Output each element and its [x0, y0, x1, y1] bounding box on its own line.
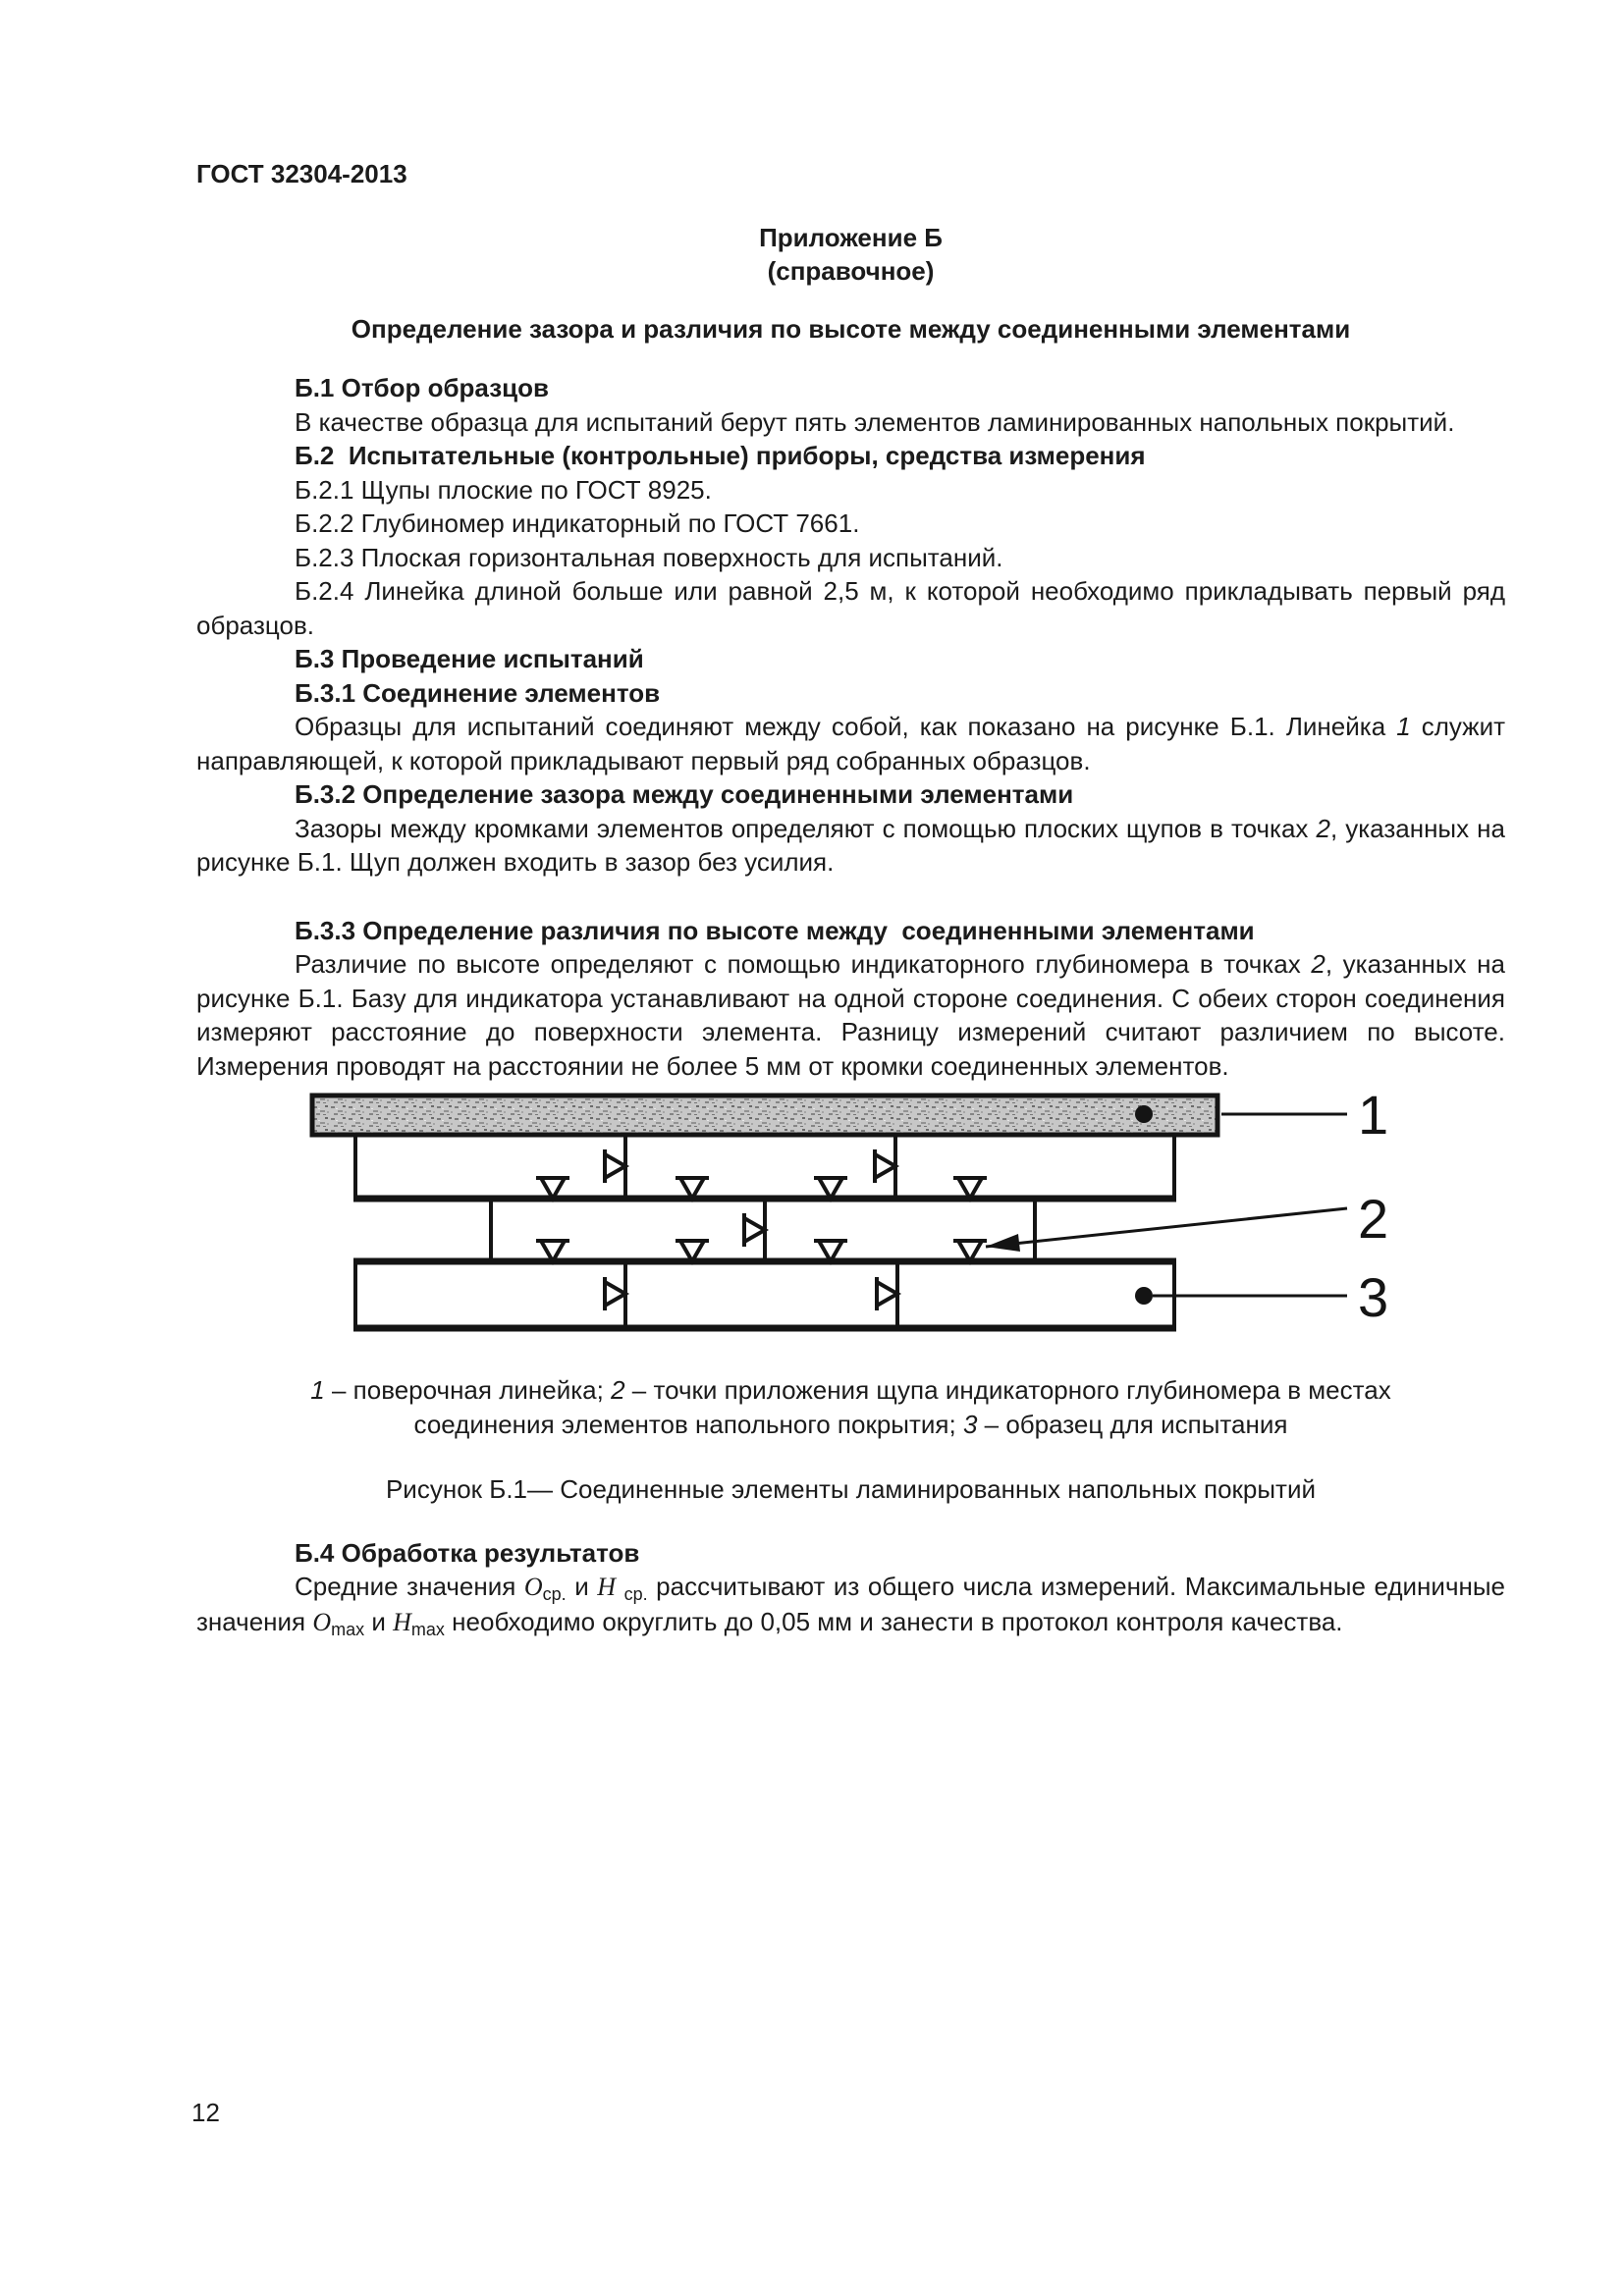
section-b1-title: Б.1 Отбор образцов — [295, 373, 549, 402]
legend-text: – поверочная линейка; — [324, 1375, 612, 1405]
b4-sub-avg: ср. — [623, 1584, 648, 1604]
section-b33-text — [196, 947, 1505, 1083]
b4-text-part: рассчитывают из общего числа измерений. Максимальные единичные значения — [196, 1572, 1505, 1636]
item-b2-4: Б.2.4 Линейка длиной больше или равной 2,5 м, к которой необходимо прикладывать первый ряд образцов. — [196, 576, 1505, 640]
b33-ref-number: 2 — [1311, 949, 1325, 979]
b32-text-part: Зазоры между кромками элементов определяют с помощью плоских щупов в точках — [295, 813, 1317, 843]
b4-var-H-avg: Н — [597, 1573, 617, 1601]
page-number: 12 — [191, 2098, 220, 2127]
section-b31-title: Б.3.1 Соединение элементов — [295, 677, 661, 708]
section-b3-title: Б.3 Проведение испытаний — [295, 644, 644, 673]
b31-text-part: служит направляющей, к которой прикладывают первый ряд собранных образцов. — [196, 712, 1505, 775]
figure-legend — [272, 1373, 1431, 1441]
b32-text-part: , указанных на рисунке Б.1. Щуп должен входить в зазор без усилия. — [196, 813, 1505, 877]
sample-dot — [1135, 1287, 1153, 1305]
item-b2-2: Б.2.2 Глубиномер индикаторный по ГОСТ 7661. — [295, 508, 860, 538]
section-b4-title: Б.4 Обработка результатов — [295, 1537, 640, 1568]
measurement-point-icon — [744, 1213, 765, 1247]
measurement-point-icon — [875, 1149, 895, 1183]
measurement-point-icon — [877, 1277, 897, 1310]
legend-ref-2: 2 — [611, 1375, 625, 1405]
b4-sub-max: max — [410, 1619, 445, 1639]
plank-row-3 — [353, 1261, 1176, 1328]
b31-text-part: Образцы для испытаний соединяют между собой, как показано на рисунке Б.1. Линейка — [295, 712, 1397, 741]
appendix-title: Приложение Б — [759, 222, 943, 252]
label-2-leader-arrow — [986, 1208, 1347, 1252]
b4-text-part: и — [566, 1572, 598, 1601]
b4-var-O-max: О — [312, 1607, 332, 1636]
figure-label-1: 1 — [1358, 1093, 1389, 1146]
ruler-bar — [312, 1095, 1217, 1135]
appendix-subtitle: (справочное) — [767, 256, 935, 286]
legend-text: – образец для испытания — [977, 1409, 1288, 1439]
b4-var-O-avg: О — [523, 1573, 543, 1601]
ruler-dot — [1135, 1105, 1153, 1123]
b33-text-part: Различие по высоте определяют с помощью индикаторного глубиномера в точках — [295, 949, 1312, 979]
b4-sub-avg: ср. — [542, 1584, 567, 1604]
b4-text-part: и — [364, 1606, 394, 1636]
section-b4-text — [196, 1570, 1505, 1639]
figure-label-3: 3 — [1358, 1266, 1389, 1328]
section-b32-text — [196, 812, 1505, 880]
b4-var-H-max: Н — [393, 1607, 411, 1636]
b4-text-part: необходимо округлить до 0,05 мм и занести в протокол контроля качества. — [444, 1606, 1343, 1636]
b31-ref-number: 1 — [1396, 712, 1411, 741]
item-b2-3: Б.2.3 Плоская горизонтальная поверхность для испытаний. — [295, 542, 1003, 572]
b4-text-part: Средние значения — [295, 1572, 524, 1601]
plank-row-1 — [353, 1135, 1176, 1199]
section-b32-title: Б.3.2 Определение зазора между соединенными элементами — [295, 779, 1074, 809]
figure-caption: Рисунок Б.1— Соединенные элементы ламинированных напольных покрытий — [385, 1474, 1317, 1504]
measurement-point-icon — [605, 1277, 625, 1310]
legend-ref-1: 1 — [310, 1375, 325, 1405]
b32-ref-number: 2 — [1316, 813, 1330, 843]
legend-text: – точки приложения щупа индикаторного глубиномера в местах соединения элементов напольного покрытия; — [413, 1375, 1391, 1439]
section-b31-text — [196, 710, 1505, 777]
page-title: Определение зазора и различия по высоте между соединенными элементами — [351, 313, 1351, 344]
b4-sub-max: max — [331, 1619, 365, 1639]
item-b2-1: Б.2.1 Щупы плоские по ГОСТ 8925. — [295, 474, 712, 505]
section-b2-title: Б.2 Испытательные (контрольные) приборы, средства измерения — [295, 441, 1146, 470]
measurement-point-icon — [605, 1149, 625, 1183]
section-b33-title: Б.3.3 Определение различия по высоте между соединенными элементами — [295, 915, 1255, 945]
b33-text-part: , указанных на рисунке Б.1. Базу для индикатора устанавливают на одной стороне соединения. С обеих сторон соединения измеряют расстояние до поверхности элемента. Разницу измерений считают различием по высоте. Измерения проводят на расстоянии не более 5 мм от кромки соединенных элементов. — [196, 949, 1505, 1081]
section-b1-text: В качестве образца для испытаний берут пять элементов ламинированных напольных покрытий. — [295, 406, 1455, 437]
legend-ref-3: 3 — [962, 1409, 978, 1439]
figure-b1-drawing — [295, 1093, 1394, 1338]
figure-label-2: 2 — [1358, 1188, 1389, 1250]
doc-number: ГОСТ 32304-2013 — [196, 159, 407, 188]
